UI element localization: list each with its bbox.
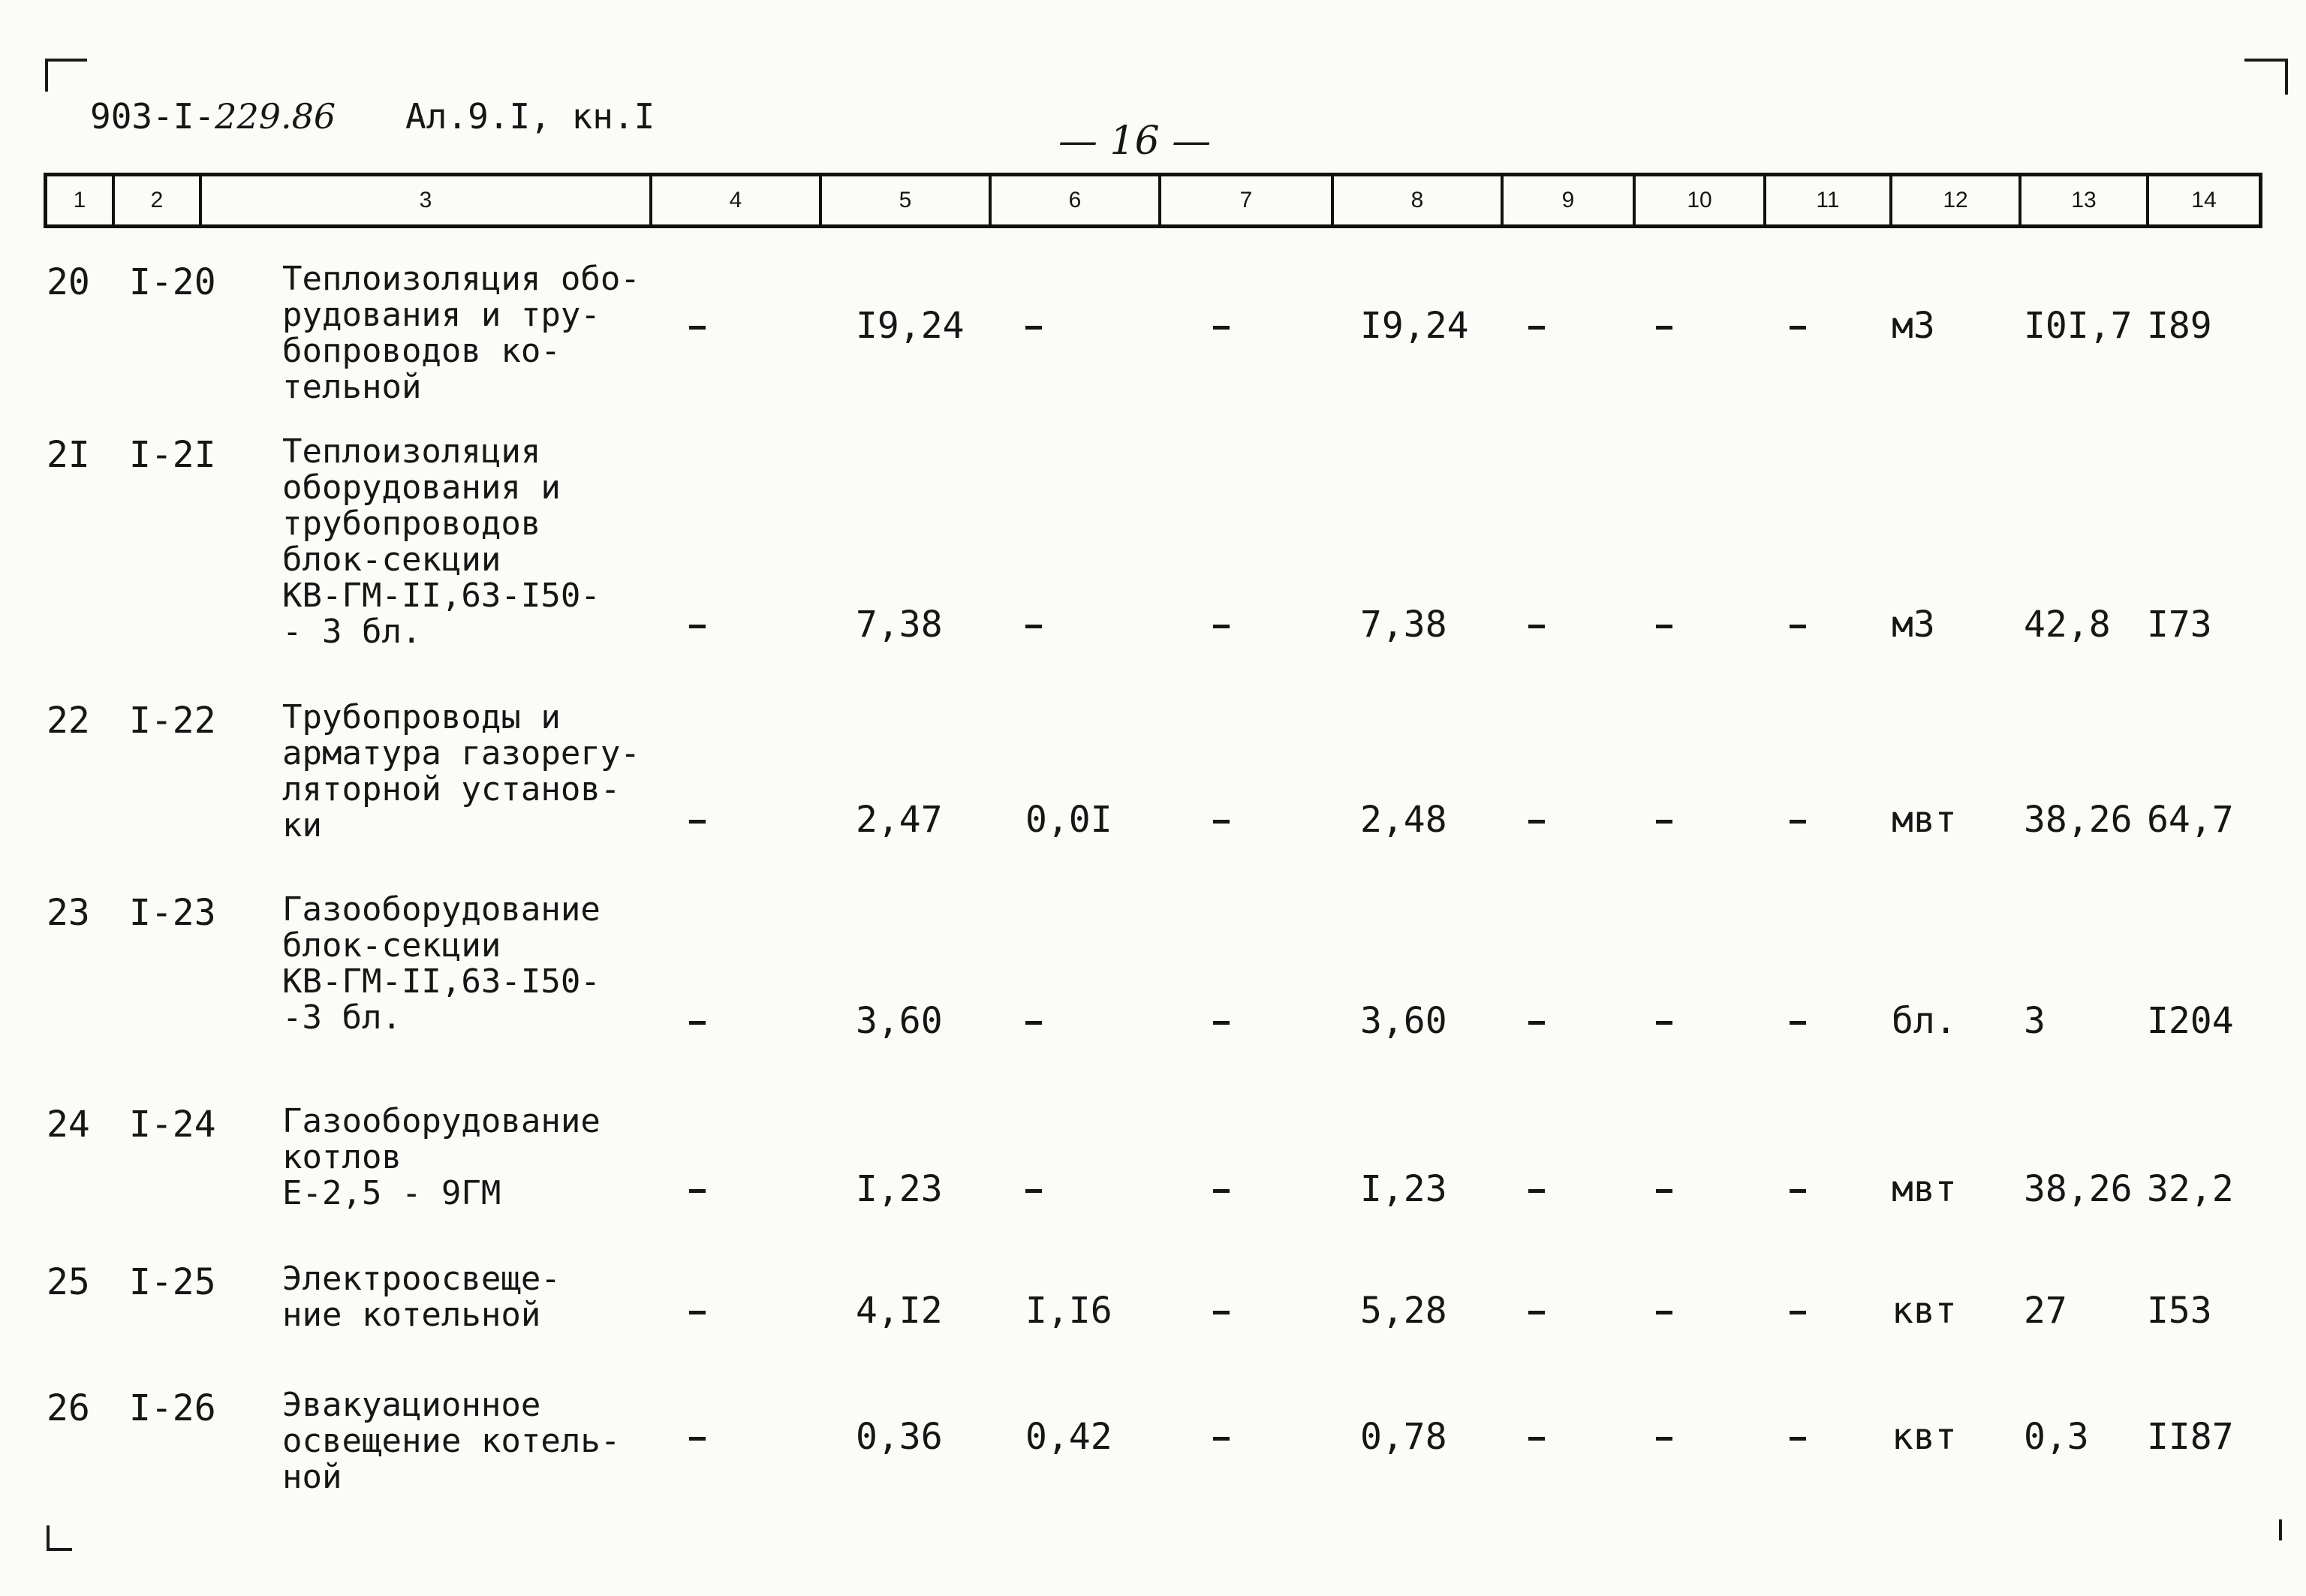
cell-col11 [1790, 1432, 1806, 1441]
cell-col14: II87 [2147, 1416, 2234, 1458]
cell-unit: мвт [1892, 1168, 1957, 1210]
row-number: 23 [47, 892, 90, 934]
description-line: КВ-ГМ-II,63-I50- [282, 962, 601, 1001]
cell-col4 [689, 620, 706, 628]
row-number: 2I [47, 434, 90, 476]
dash-mark [1025, 625, 1042, 628]
row-description [282, 261, 640, 405]
document-code [90, 96, 336, 137]
dash-mark [1213, 326, 1230, 330]
corner-mark-top-right [2244, 59, 2288, 95]
cell-col9 [1528, 1185, 1545, 1193]
row-number: 22 [47, 700, 90, 742]
cell-col5: 0,36 [856, 1416, 943, 1458]
cell-col4 [689, 1016, 706, 1025]
dash-mark [1025, 1189, 1042, 1193]
cell-col11 [1790, 815, 1806, 824]
cell-col10 [1656, 815, 1672, 824]
cell-col6 [1025, 1016, 1042, 1025]
cell-col6: 0,42 [1025, 1416, 1112, 1458]
dash-mark [1528, 1021, 1545, 1025]
dash-mark [1656, 625, 1672, 628]
dash-mark [1790, 1021, 1806, 1025]
cell-unit: м3 [1892, 305, 1935, 347]
row-code: I-2I [129, 434, 216, 476]
description-line: ляторной установ- [282, 770, 621, 809]
dash-mark [1213, 1189, 1230, 1193]
cell-col7 [1213, 1016, 1230, 1025]
description-line: бопроводов ко- [282, 332, 561, 370]
dash-mark [1025, 1021, 1042, 1025]
cell-col14: I53 [2147, 1290, 2212, 1332]
cell-col5: I,23 [856, 1168, 943, 1210]
row-description [282, 700, 640, 844]
row-description [282, 892, 601, 1036]
description-line: Е-2,5 - 9ГМ [282, 1174, 501, 1212]
description-line: КВ-ГМ-II,63-I50- [282, 577, 601, 615]
cell-col5: 3,60 [856, 1000, 943, 1042]
dash-mark [1656, 1021, 1672, 1025]
row-code: I-23 [129, 892, 216, 934]
corner-mark-bottom-left [47, 1525, 72, 1551]
cell-unit: м3 [1892, 604, 1935, 646]
dash-mark [1790, 1189, 1806, 1193]
cell-col10 [1656, 1016, 1672, 1025]
cell-col10 [1656, 1432, 1672, 1441]
dash-mark [1213, 820, 1230, 824]
column-header-8: 8 [1331, 176, 1501, 224]
dash-mark [1528, 326, 1545, 330]
dash-mark [1790, 625, 1806, 628]
cell-col9 [1528, 815, 1545, 824]
cell-col9 [1528, 321, 1545, 330]
cell-col7 [1213, 1185, 1230, 1193]
cell-quantity: 42,8 [2024, 604, 2111, 646]
row-code: I-25 [129, 1261, 216, 1303]
column-header-13: 13 [2019, 176, 2146, 224]
cell-col9 [1528, 1432, 1545, 1441]
dash-mark [689, 1189, 706, 1193]
row-number: 26 [47, 1387, 90, 1429]
cell-col8: I9,24 [1360, 305, 1469, 347]
cell-col6 [1025, 620, 1042, 628]
corner-mark-bottom-right [2274, 1519, 2282, 1540]
cell-col8: I,23 [1360, 1168, 1447, 1210]
row-number: 24 [47, 1104, 90, 1146]
cell-col8: 2,48 [1360, 799, 1447, 841]
cell-col14: 32,2 [2147, 1168, 2234, 1210]
column-header-3: 3 [199, 176, 649, 224]
dash-mark [1213, 1021, 1230, 1025]
cell-col14: I204 [2147, 1000, 2234, 1042]
cell-col6 [1025, 1185, 1042, 1193]
row-number: 20 [47, 261, 90, 303]
cell-col10 [1656, 1185, 1672, 1193]
cell-col11 [1790, 1185, 1806, 1193]
cell-col11 [1790, 1016, 1806, 1025]
column-header-14: 14 [2146, 176, 2259, 224]
description-line: оборудования и [282, 468, 561, 507]
cell-quantity: 27 [2024, 1290, 2067, 1332]
cell-col10 [1656, 321, 1672, 330]
cell-col11 [1790, 620, 1806, 628]
corner-mark-top-left [45, 59, 87, 92]
cell-col7 [1213, 815, 1230, 824]
cell-col14: I73 [2147, 604, 2212, 646]
column-header-7: 7 [1158, 176, 1331, 224]
album-reference: Ал.9.I, кн.I [405, 96, 655, 137]
dash-mark [1528, 625, 1545, 628]
dash-mark [689, 326, 706, 330]
column-header-10: 10 [1633, 176, 1763, 224]
cell-col14: 64,7 [2147, 799, 2234, 841]
column-header-1: 1 [73, 188, 86, 212]
column-header-11: 11 [1763, 176, 1889, 224]
dash-mark [1213, 1437, 1230, 1441]
cell-quantity: 38,26 [2024, 799, 2133, 841]
description-line: блок-секции [282, 926, 501, 965]
cell-col14: I89 [2147, 305, 2212, 347]
cell-col6 [1025, 321, 1042, 330]
description-line: арматура газорегу- [282, 734, 640, 772]
column-header-4: 4 [649, 176, 819, 224]
description-line: Газооборудование [282, 890, 601, 929]
cell-col4 [689, 1432, 706, 1441]
dash-mark [1528, 820, 1545, 824]
row-code: I-24 [129, 1104, 216, 1146]
row-description [282, 1104, 601, 1212]
cell-col9 [1528, 620, 1545, 628]
description-line: Трубопроводы и [282, 698, 561, 736]
cell-col8: 0,78 [1360, 1416, 1447, 1458]
cell-col7 [1213, 321, 1230, 330]
row-description [282, 1261, 561, 1333]
cell-col8: 5,28 [1360, 1290, 1447, 1332]
cell-unit: квт [1892, 1416, 1957, 1458]
description-line: Газооборудование [282, 1102, 601, 1140]
row-number: 25 [47, 1261, 90, 1303]
dash-mark [1790, 326, 1806, 330]
cell-col7 [1213, 1306, 1230, 1314]
cell-col7 [1213, 1432, 1230, 1441]
document-code-handwritten: 229.86 [215, 96, 336, 137]
row-code: I-26 [129, 1387, 216, 1429]
cell-col7 [1213, 620, 1230, 628]
row-description [282, 1387, 620, 1495]
cell-col11 [1790, 321, 1806, 330]
dash-mark [689, 1311, 706, 1314]
dash-mark [1528, 1437, 1545, 1441]
page-number: — 16 — [1058, 119, 1212, 164]
dash-mark [689, 625, 706, 628]
cell-col11 [1790, 1306, 1806, 1314]
cell-quantity: I0I,7 [2024, 305, 2133, 347]
cell-col9 [1528, 1016, 1545, 1025]
dash-mark [1528, 1189, 1545, 1193]
column-header-5: 5 [819, 176, 989, 224]
description-line: котлов [282, 1138, 402, 1176]
dash-mark [1656, 1189, 1672, 1193]
cell-col8: 3,60 [1360, 1000, 1447, 1042]
cell-quantity: 3 [2024, 1000, 2046, 1042]
cell-unit: бл. [1892, 1000, 1957, 1042]
cell-col8: 7,38 [1360, 604, 1447, 646]
cell-unit: мвт [1892, 799, 1957, 841]
dash-mark [1025, 326, 1042, 330]
dash-mark [689, 1021, 706, 1025]
dash-mark [1790, 820, 1806, 824]
description-line: Эвакуационное [282, 1386, 541, 1424]
cell-col9 [1528, 1306, 1545, 1314]
description-line: тельной [282, 368, 422, 406]
dash-mark [1656, 1437, 1672, 1441]
column-header-6: 6 [989, 176, 1158, 224]
dash-mark [1656, 326, 1672, 330]
description-line: ной [282, 1458, 342, 1496]
cell-col6: I,I6 [1025, 1290, 1112, 1332]
dash-mark [1656, 820, 1672, 824]
description-line: ки [282, 806, 322, 845]
dash-mark [1656, 1311, 1672, 1314]
cell-col4 [689, 1185, 706, 1193]
cell-quantity: 38,26 [2024, 1168, 2133, 1210]
description-line: - 3 бл. [282, 613, 422, 651]
cell-col10 [1656, 620, 1672, 628]
cell-col5: 4,I2 [856, 1290, 943, 1332]
dash-mark [1213, 1311, 1230, 1314]
description-line: трубопроводов [282, 504, 541, 543]
cell-col4 [689, 321, 706, 330]
description-line: Теплоизоляция [282, 432, 541, 471]
description-line: Теплоизоляция обо- [282, 260, 640, 298]
document-code-prefix: 903-I- [90, 96, 215, 137]
cell-col5: I9,24 [856, 305, 965, 347]
description-line: -3 бл. [282, 998, 402, 1037]
dash-mark [689, 820, 706, 824]
dash-mark [1790, 1311, 1806, 1314]
description-line: ние котельной [282, 1296, 541, 1334]
row-code: I-22 [129, 700, 216, 742]
column-header-row [44, 173, 2262, 228]
description-line: рудования и тру- [282, 296, 601, 334]
dash-mark [689, 1437, 706, 1441]
row-code: I-20 [129, 261, 216, 303]
dash-mark [1213, 625, 1230, 628]
row-description [282, 434, 601, 650]
cell-col4 [689, 1306, 706, 1314]
description-line: блок-секции [282, 541, 501, 579]
cell-col5: 7,38 [856, 604, 943, 646]
cell-col10 [1656, 1306, 1672, 1314]
description-line: освещение котель- [282, 1422, 621, 1460]
dash-mark [1790, 1437, 1806, 1441]
cell-col6: 0,0I [1025, 799, 1112, 841]
column-header-9: 9 [1501, 176, 1633, 224]
description-line: Электроосвеще- [282, 1260, 561, 1298]
cell-col4 [689, 815, 706, 824]
dash-mark [1528, 1311, 1545, 1314]
cell-quantity: 0,3 [2024, 1416, 2089, 1458]
cell-unit: квт [1892, 1290, 1957, 1332]
cell-col5: 2,47 [856, 799, 943, 841]
column-header-2: 2 [112, 176, 199, 224]
column-header-12: 12 [1889, 176, 2019, 224]
